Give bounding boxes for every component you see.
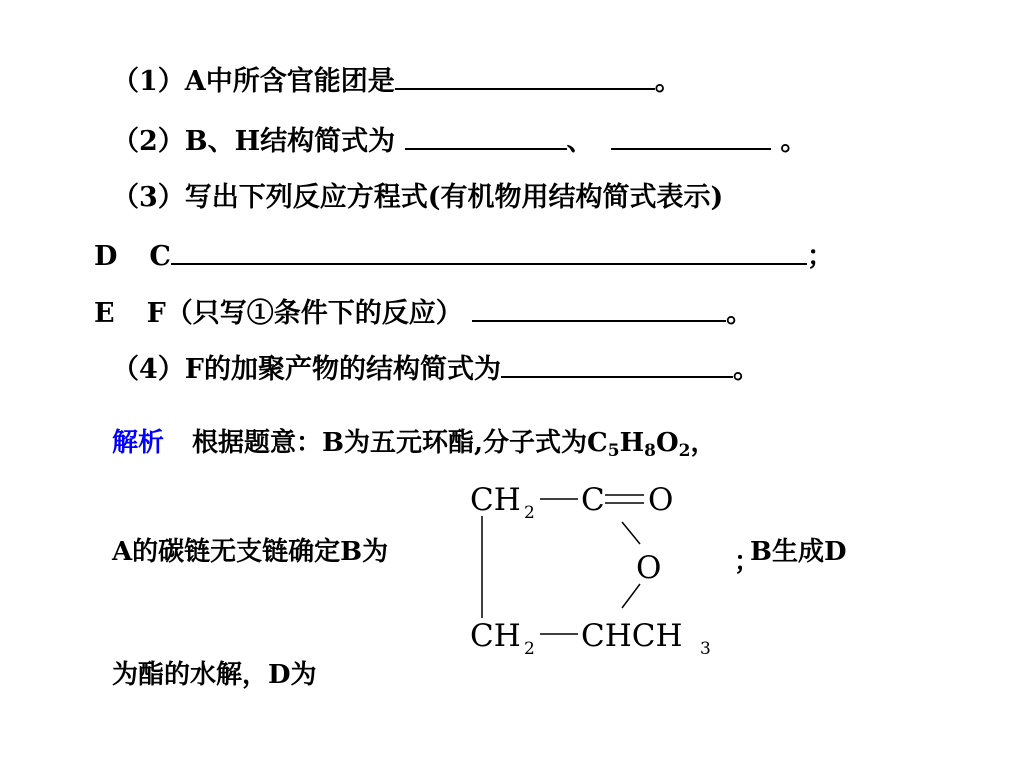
analysis-text: 根据题意：B为五元环酯,分子式为C — [192, 428, 608, 458]
structure-bottom-left-ch: CH — [470, 618, 521, 654]
analysis-label: 解析 — [112, 428, 165, 458]
structure-carbonyl-o: O — [648, 482, 674, 518]
reaction-e-f — [94, 296, 753, 331]
formula-o: O — [656, 428, 679, 458]
formula-c-count: 5 — [607, 441, 620, 461]
question-3-text: （3）写出下列反应方程式(有机物用结构简式表示) — [112, 182, 724, 213]
semicolon: ； — [734, 547, 761, 577]
answer-blank-ef — [472, 296, 726, 322]
answer-blank-2a — [405, 124, 567, 150]
structure-top-left-ch: CH — [470, 482, 521, 518]
structure-top-left-sub: 2 — [524, 503, 535, 523]
structure-bottom-right-chch: CHCH — [581, 618, 683, 654]
reaction-e-f-end: 。 — [726, 298, 754, 329]
bond-c-ring-o — [622, 522, 640, 544]
analysis-tail: ， — [690, 428, 717, 458]
question-2-separator: 、 — [566, 126, 603, 157]
analysis-line-3 — [112, 658, 317, 692]
question-4-end: 。 — [732, 354, 760, 385]
question-2 — [112, 124, 807, 159]
question-4 — [112, 352, 760, 387]
bond-ring-o-ch — [622, 584, 640, 608]
structure-bottom-left-sub: 2 — [524, 639, 535, 659]
question-1-text: （1）A中所含官能团是 — [112, 66, 395, 97]
reaction-d-c — [94, 239, 834, 274]
structure-carbonyl-c: C — [581, 482, 605, 518]
answer-blank-1 — [395, 64, 655, 90]
question-1-end: 。 — [654, 66, 682, 97]
lactone-structure-diagram — [468, 478, 728, 658]
question-3 — [112, 181, 723, 215]
product-f-note: F（只写①条件下的反应） — [146, 298, 473, 329]
question-2-end: 。 — [770, 126, 808, 157]
reactant-d: D — [94, 241, 118, 272]
answer-blank-dc — [171, 239, 807, 265]
analysis-line-3-text: 为酯的水解，D为 — [112, 660, 317, 690]
structure-bottom-right-sub: 3 — [700, 639, 711, 659]
analysis-line-2-tail — [734, 535, 847, 579]
question-2-text: （2）B、H结构简式为 — [112, 126, 405, 157]
formula-o-count: 2 — [678, 441, 691, 461]
answer-blank-4 — [501, 352, 733, 378]
analysis-line-2 — [112, 535, 388, 569]
structure-ring-o: O — [636, 550, 662, 586]
question-4-text: （4）F的加聚产物的结构简式为 — [112, 354, 501, 385]
reaction-d-c-end: ； — [806, 241, 834, 272]
formula-h-count: 8 — [644, 441, 657, 461]
formula-h: H — [619, 428, 645, 458]
answer-blank-2b — [611, 124, 771, 150]
analysis-line-1 — [112, 426, 717, 460]
question-1 — [112, 64, 682, 99]
analysis-line-2-text: A的碳链无支链确定B为 — [112, 537, 389, 567]
reactant-e: E — [94, 298, 115, 329]
analysis-line-2-tail-text: B生成D — [750, 537, 847, 567]
product-c: C — [149, 241, 171, 272]
